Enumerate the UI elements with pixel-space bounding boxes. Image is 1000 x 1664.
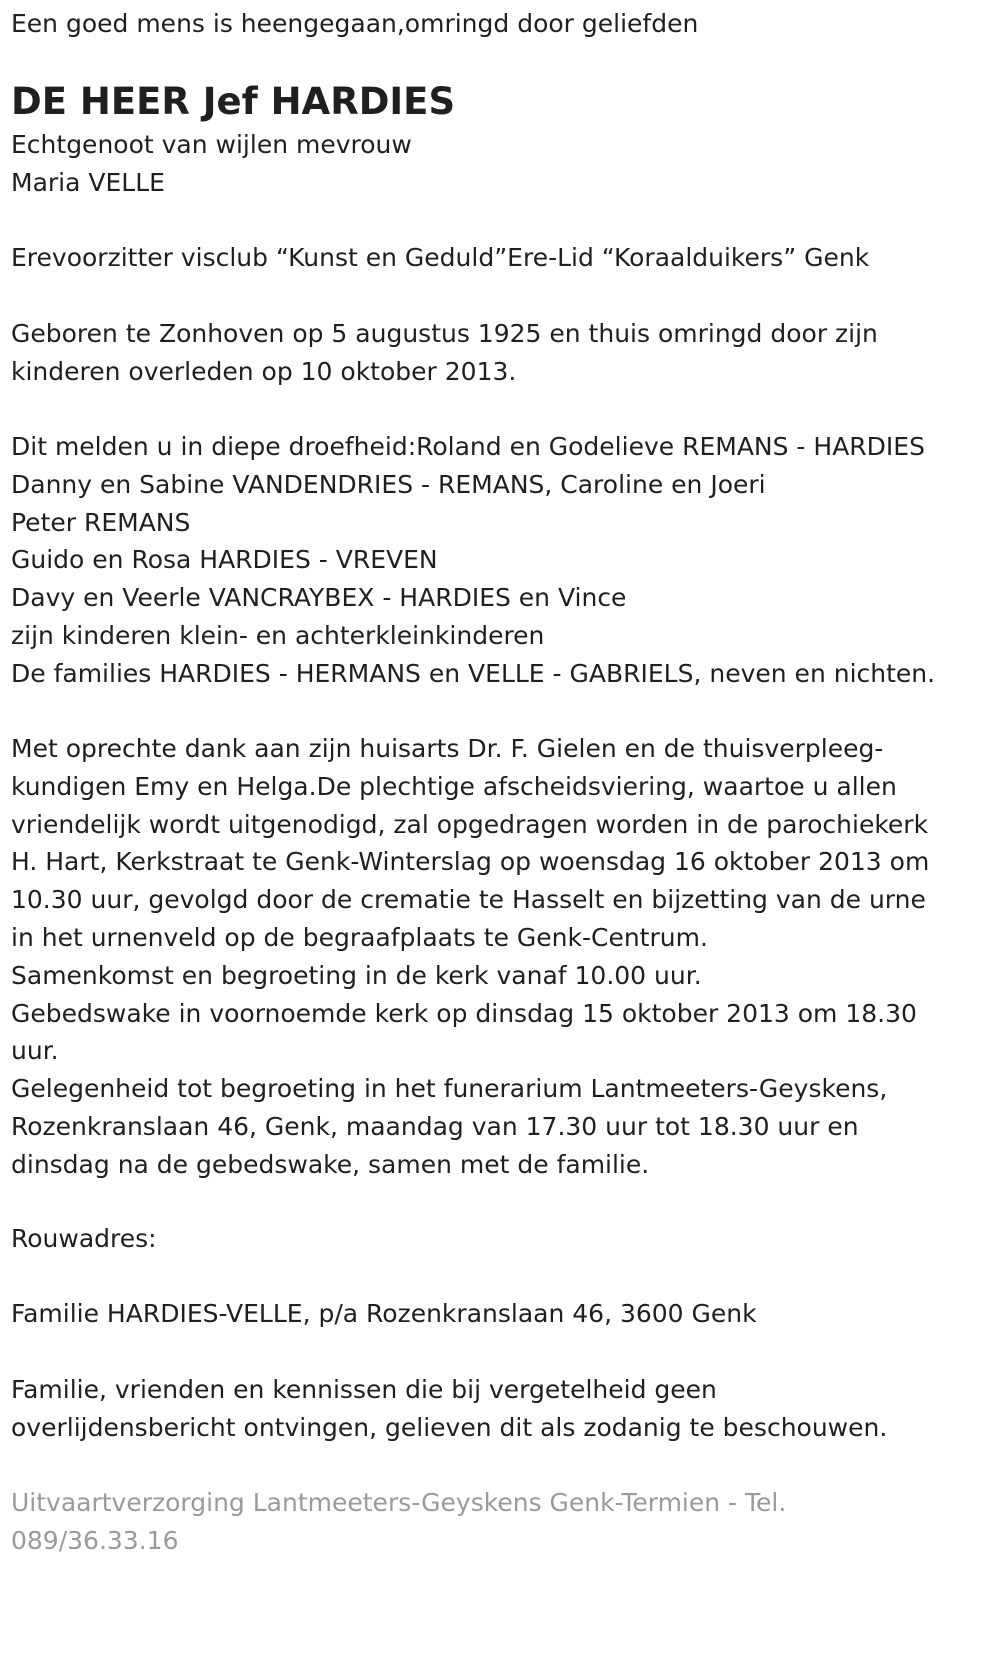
undertaker-footer bbox=[11, 1484, 786, 1560]
ceremony-line: Rozenkranslaan 46, Genk, maandag van 17.30 uur tot 18.30 uur en bbox=[11, 1111, 859, 1141]
address-label: Rouwadres: bbox=[11, 1224, 157, 1253]
titles-block bbox=[11, 239, 869, 277]
ceremony-block bbox=[11, 730, 929, 1184]
opening-line: Een goed mens is heengegaan,omringd door geliefden bbox=[11, 9, 699, 38]
spouse-line: Maria VELLE bbox=[11, 167, 165, 197]
notice-line: Familie, vrienden en kennissen die bij vergetelheid geen bbox=[11, 1375, 717, 1404]
ceremony-line: Met oprechte dank aan zijn huisarts Dr. F. Gielen en de thuisverpleeg- bbox=[11, 734, 884, 763]
notice-line: overlijdensbericht ontvingen, gelieven dit als zodanig te beschouwen. bbox=[11, 1412, 888, 1442]
birth-death-line: Geboren te Zonhoven op 5 augustus 1925 en thuis omringd door zijn bbox=[11, 319, 878, 348]
ceremony-line: 10.30 uur, gevolgd door de crematie te Hasselt en bijzetting van de urne bbox=[11, 885, 926, 915]
spouse-line: Echtgenoot van wijlen mevrouw bbox=[11, 130, 412, 159]
family-line: Davy en Veerle VANCRAYBEX - HARDIES en Vince bbox=[11, 583, 627, 613]
ceremony-line: uur. bbox=[11, 1036, 59, 1066]
family-block bbox=[11, 428, 935, 693]
family-line: De families HARDIES - HERMANS en VELLE - GABRIELS, neven en nichten. bbox=[11, 658, 936, 688]
spouse-block bbox=[11, 126, 412, 202]
mourning-address: Familie HARDIES-VELLE, p/a Rozenkranslaan 46, 3600 Genk bbox=[11, 1299, 757, 1328]
footer-line: Uitvaartverzorging Lantmeeters-Geyskens Genk-Termien - Tel. bbox=[11, 1488, 787, 1517]
address-label-block bbox=[11, 1220, 157, 1258]
deceased-name: DE HEER Jef HARDIES bbox=[11, 80, 456, 123]
family-line: zijn kinderen klein- en achterkleinkinderen bbox=[11, 620, 545, 650]
ceremony-line: vriendelijk wordt uitgenodigd, zal opgedragen worden in de parochiekerk bbox=[11, 809, 929, 839]
address-block bbox=[11, 1295, 757, 1333]
family-line: Dit melden u in diepe droefheid:Roland en Godelieve REMANS - HARDIES bbox=[11, 432, 925, 461]
family-line: Peter REMANS bbox=[11, 507, 191, 537]
notice-block bbox=[11, 1371, 887, 1447]
birth-death-block bbox=[11, 315, 878, 391]
footer-line: 089/36.33.16 bbox=[11, 1525, 179, 1555]
ceremony-line: Samenkomst en begroeting in de kerk vanaf 10.00 uur. bbox=[11, 960, 702, 990]
ceremony-line: H. Hart, Kerkstraat te Genk-Winterslag op woensdag 16 oktober 2013 om bbox=[11, 847, 930, 877]
ceremony-line: dinsdag na de gebedswake, samen met de familie. bbox=[11, 1149, 650, 1179]
ceremony-line: Gebedswake in voornoemde kerk op dinsdag 15 oktober 2013 om 18.30 bbox=[11, 998, 917, 1028]
titles-line: Erevoorzitter visclub “Kunst en Geduld”Ere-Lid “Koraalduikers” Genk bbox=[11, 243, 870, 272]
birth-death-line: kinderen overleden op 10 oktober 2013. bbox=[11, 356, 517, 386]
family-line: Guido en Rosa HARDIES - VREVEN bbox=[11, 545, 438, 575]
ceremony-line: Gelegenheid tot begroeting in het funerarium Lantmeeters-Geyskens, bbox=[11, 1074, 888, 1104]
family-line: Danny en Sabine VANDENDRIES - REMANS, Caroline en Joeri bbox=[11, 469, 766, 499]
ceremony-line: kundigen Emy en Helga.De plechtige afscheidsviering, waartoe u allen bbox=[11, 771, 897, 801]
ceremony-line: in het urnenveld op de begraafplaats te Genk-Centrum. bbox=[11, 922, 708, 952]
